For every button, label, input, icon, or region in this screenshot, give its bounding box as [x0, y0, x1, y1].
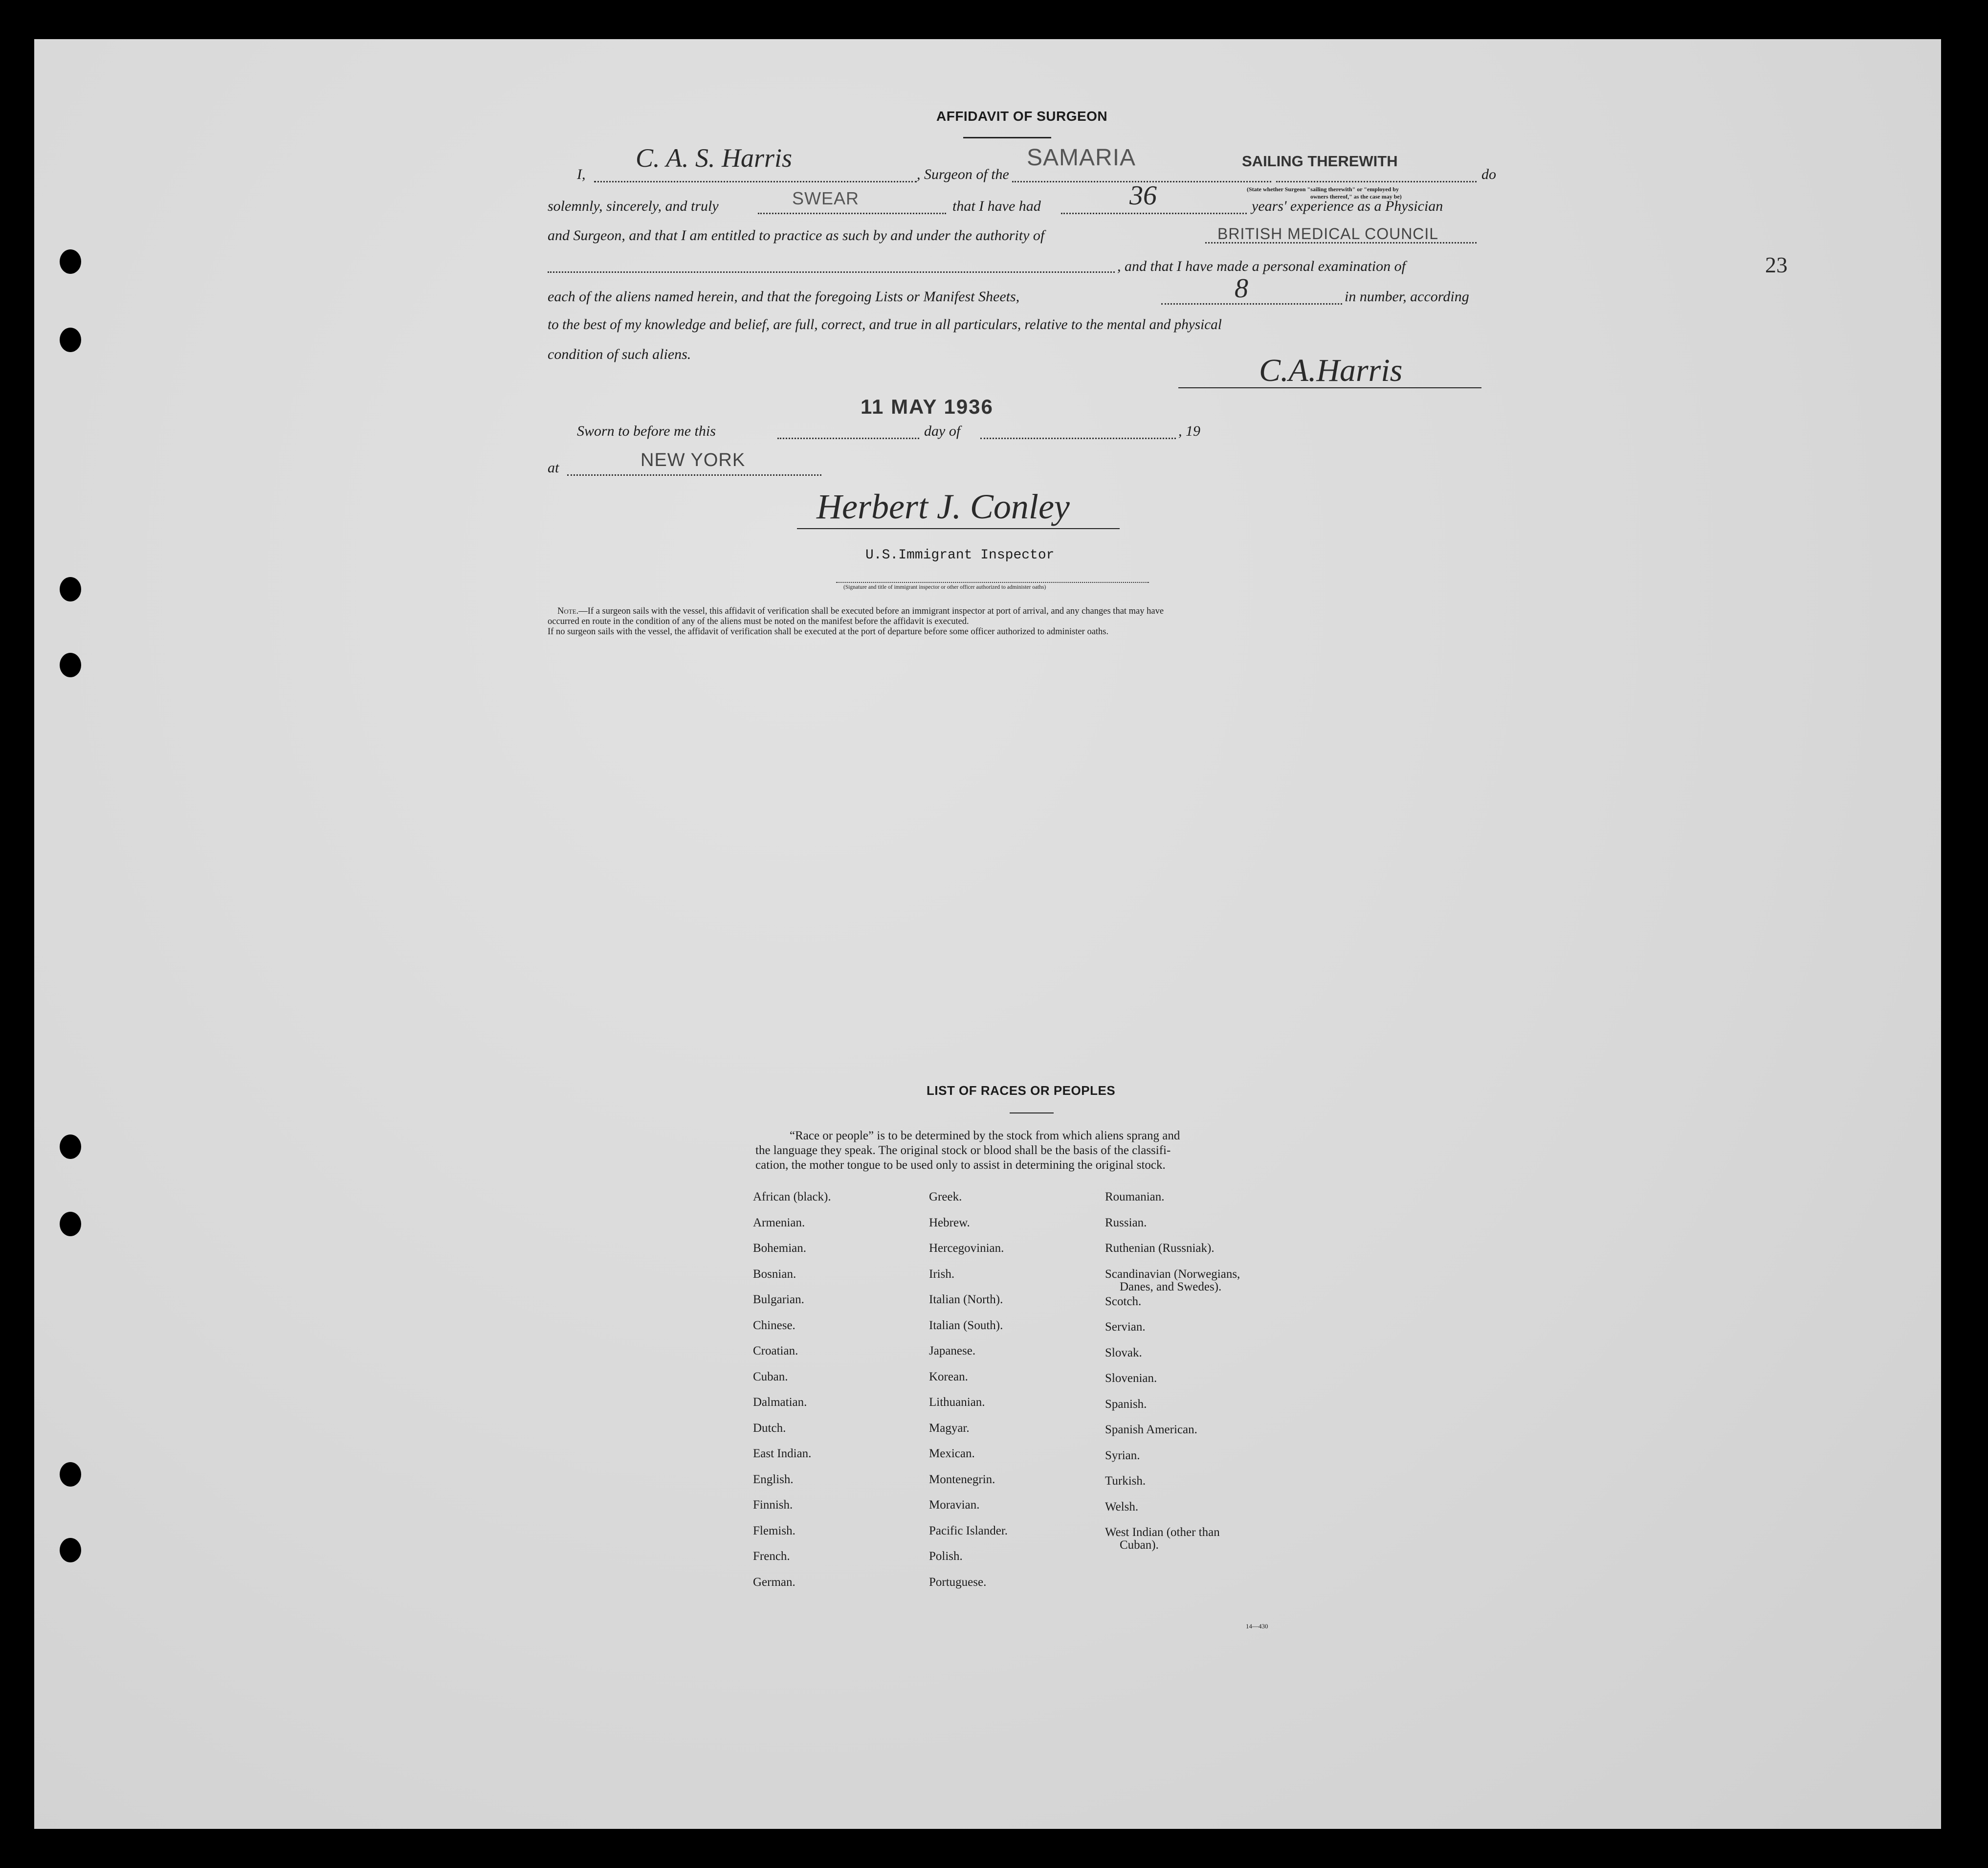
race-item: Croatian. — [753, 1344, 798, 1357]
race-item: Spanish American. — [1105, 1423, 1197, 1436]
race-item: Dutch. — [753, 1421, 786, 1435]
race-item: Polish. — [929, 1550, 963, 1563]
race-item: Irish. — [929, 1267, 955, 1281]
races-intro-line-2: the language they speak. The original stock or blood shall be the basis of the classifi- — [755, 1144, 1171, 1157]
race-item: Servian. — [1105, 1320, 1146, 1334]
punch-hole — [60, 249, 81, 274]
punch-hole — [60, 1134, 81, 1159]
races-intro — [755, 1129, 1180, 1173]
text-sworn: Sworn to before me this — [577, 423, 716, 439]
race-item: Finnish. — [753, 1498, 793, 1512]
text-years-experience: years' experience as a Physician — [1252, 198, 1443, 214]
race-item: Chinese. — [753, 1318, 795, 1332]
races-column-3 — [1105, 1191, 1240, 1552]
punch-hole — [60, 1212, 81, 1236]
race-item: Bulgarian. — [753, 1293, 804, 1306]
race-item: Cuban). — [1120, 1538, 1159, 1552]
text-i: I, — [577, 166, 586, 182]
years-handwritten: 36 — [1129, 180, 1157, 211]
race-item: Hebrew. — [929, 1216, 970, 1229]
races-title-underline — [1010, 1112, 1054, 1113]
race-item: Montenegrin. — [929, 1472, 995, 1486]
race-item: African (black). — [753, 1190, 831, 1203]
race-item: Armenian. — [753, 1216, 805, 1229]
punch-hole — [60, 1538, 81, 1562]
race-item: Portuguese. — [929, 1575, 987, 1589]
punch-hole — [60, 328, 81, 352]
text-that-i-have-had: that I have had — [952, 198, 1041, 214]
affidavit-title: AFFIDAVIT OF SURGEON — [936, 109, 1108, 124]
races-intro-line-3: cation, the mother tongue to be used only to assist in determining the original stock. — [755, 1158, 1166, 1172]
text-do: do — [1481, 166, 1496, 182]
page-number: 23 — [1765, 252, 1788, 277]
text-19: , 19 — [1178, 423, 1200, 439]
text-at: at — [548, 460, 559, 476]
note-line-1 — [528, 606, 1164, 617]
race-item: Italian (South). — [929, 1318, 1003, 1332]
surgeon-of-the-label: Surgeon of the — [924, 166, 1009, 182]
authority-stamp: BRITISH MEDICAL COUNCIL — [1217, 225, 1439, 243]
signature-caption: (Signature and title of immigrant inspector or other officer authorized to administer oaths) — [843, 584, 1046, 590]
race-item: Mexican. — [929, 1447, 975, 1460]
affidavit-note — [528, 606, 1164, 637]
race-item: Korean. — [929, 1370, 968, 1383]
race-item: Japanese. — [929, 1344, 976, 1357]
race-item: Welsh. — [1105, 1500, 1139, 1513]
caption-line — [836, 582, 1149, 583]
oath-field-line — [758, 213, 946, 214]
sheets-handwritten: 8 — [1235, 273, 1248, 304]
race-item: Bohemian. — [753, 1242, 807, 1255]
races-title: LIST OF RACES OR PEOPLES — [927, 1083, 1116, 1098]
race-item: Spanish. — [1105, 1397, 1147, 1411]
place-stamp: NEW YORK — [641, 450, 746, 470]
fine-print-line2: owners thereof," as the case may be) — [1310, 193, 1402, 200]
race-item: Dalmatian. — [753, 1396, 807, 1409]
form-number: 14—430 — [1246, 1623, 1268, 1630]
race-item: East Indian. — [753, 1447, 812, 1460]
sailing-therewith-stamp: SAILING THEREWITH — [1242, 153, 1398, 170]
month-field-line — [980, 438, 1176, 439]
race-item: Danes, and Swedes). — [1120, 1280, 1222, 1293]
text-and-that-i-have-made: , and that I have made a personal examination of — [1117, 258, 1406, 274]
races-intro-line-1: “Race or people” is to be determined by the stock from which aliens sprang and — [790, 1129, 1180, 1142]
races-column-1 — [753, 1191, 831, 1601]
race-item: German. — [753, 1575, 795, 1589]
ship-name-stamp: SAMARIA — [1027, 145, 1136, 171]
race-item: Ruthenian (Russniak). — [1105, 1242, 1215, 1255]
race-item: West Indian (other than — [1105, 1526, 1220, 1539]
punch-hole — [60, 653, 81, 677]
comma: , — [917, 166, 924, 182]
race-item: Flemish. — [753, 1524, 795, 1537]
years-field-line — [1061, 213, 1247, 214]
race-item: Slovenian. — [1105, 1372, 1157, 1385]
punch-hole — [60, 1462, 81, 1487]
race-item: Roumanian. — [1105, 1190, 1165, 1203]
surgeon-name-handwritten: C. A. S. Harris — [636, 143, 793, 173]
surgeon-signature: C.A.Harris — [1259, 353, 1403, 388]
authority-field-line-2 — [548, 271, 1115, 273]
text-best-of-knowledge: to the best of my knowledge and belief, are full, correct, and true in all particulars, relative to the mental and physical — [548, 317, 1222, 333]
fine-print-line1: (State whether Surgeon "sailing therewith" or "employed by — [1247, 186, 1399, 193]
swear-stamp: SWEAR — [792, 188, 860, 208]
place-field-line — [567, 474, 821, 476]
manifest-sheet — [34, 39, 1941, 1829]
note-label: Note. — [557, 606, 579, 616]
race-item: Syrian. — [1105, 1448, 1140, 1462]
text-each-of-aliens: each of the aliens named herein, and that the foregoing Lists or Manifest Sheets, — [548, 289, 1020, 305]
inspector-signature-line — [797, 528, 1120, 529]
race-item: Bosnian. — [753, 1267, 796, 1281]
note-line-2: occurred en route in the condition of any of the aliens must be noted on the manifest before the affidavit is executed. — [548, 617, 969, 626]
note-text-1: —If a surgeon sails with the vessel, this affidavit of verification shall be executed before an immigrant inspector at port of arrival, and any changes that may have — [578, 606, 1164, 616]
date-stamp: 11 MAY 1936 — [861, 395, 994, 418]
race-item: Hercegovinian. — [929, 1242, 1004, 1255]
race-item: Turkish. — [1105, 1474, 1146, 1488]
text-and-surgeon: and Surgeon, and that I am entitled to practice as such by and under the authority of — [548, 227, 1045, 244]
punch-hole — [60, 577, 81, 601]
race-item: French. — [753, 1550, 790, 1563]
text-surgeon-of-the — [917, 166, 1009, 183]
race-item: Magyar. — [929, 1421, 970, 1435]
inspector-title: U.S.Immigrant Inspector — [865, 548, 1055, 563]
day-field-line — [777, 438, 919, 439]
race-item: Cuban. — [753, 1370, 788, 1383]
race-item: English. — [753, 1472, 794, 1486]
status-field-line — [1276, 181, 1477, 182]
text-condition: condition of such aliens. — [548, 346, 691, 362]
note-line-3: If no surgeon sails with the vessel, the affidavit of verification shall be executed at the port of departure before some officer authorized to administer oaths. — [548, 627, 1109, 637]
race-item: Slovak. — [1105, 1346, 1142, 1359]
race-item: Scandinavian (Norwegians, — [1105, 1267, 1240, 1281]
title-underline — [963, 137, 1051, 138]
race-item: Greek. — [929, 1190, 962, 1203]
inspector-signature: Herbert J. Conley — [817, 487, 1070, 526]
race-item: Scotch. — [1105, 1294, 1142, 1308]
race-item: Moravian. — [929, 1498, 980, 1512]
text-solemnly: solemnly, sincerely, and truly — [548, 198, 719, 214]
race-item: Russian. — [1105, 1216, 1147, 1229]
races-column-2 — [929, 1191, 1008, 1601]
sheets-field-line — [1161, 303, 1342, 305]
text-in-number: in number, according — [1345, 289, 1469, 305]
race-item: Italian (North). — [929, 1293, 1003, 1306]
surgeon-signature-line — [1178, 387, 1481, 388]
race-item: Pacific Islander. — [929, 1524, 1008, 1537]
name-field-line — [594, 181, 917, 182]
race-item: Lithuanian. — [929, 1396, 985, 1409]
text-day-of: day of — [924, 423, 961, 439]
